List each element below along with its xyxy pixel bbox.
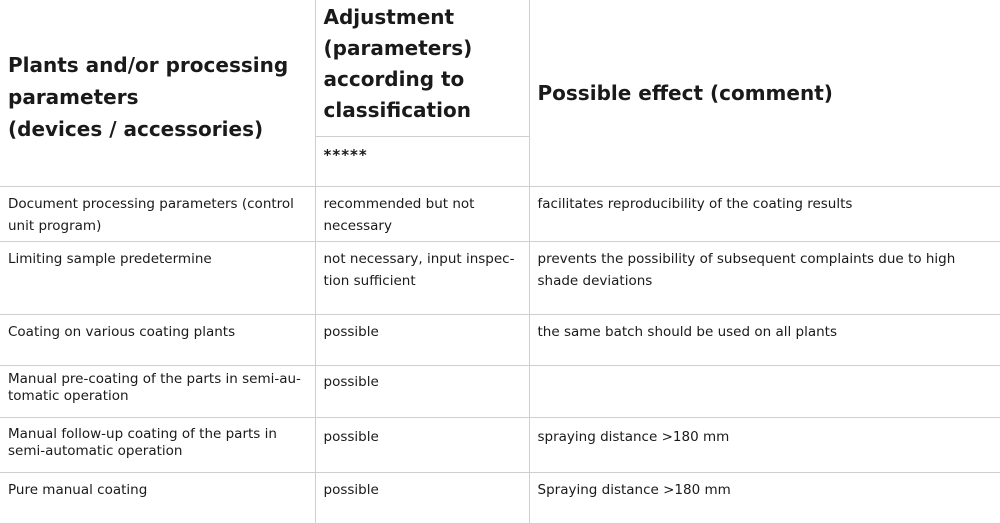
cell-parameter: Pure manual coating <box>0 473 315 524</box>
table-row <box>0 366 1000 418</box>
cell-parameter: Manual follow-up coating of the parts in semi-automatic operation <box>0 418 315 473</box>
cell-effect: facilitates reproducibility of the coating results <box>529 187 1000 242</box>
header-possible-effect: Possible effect (comment) <box>529 0 1000 187</box>
header-adjustment <box>315 0 529 136</box>
cell-effect: prevents the possibility of subsequent complaints due to high shade deviations <box>529 242 1000 315</box>
table-row <box>0 187 1000 242</box>
cell-effect: the same batch should be used on all plants <box>529 315 1000 366</box>
cell-adjustment: possible <box>315 418 529 473</box>
header-row <box>0 0 1000 136</box>
cell-adjustment: not necessary, input inspec-tion sufficient <box>315 242 529 315</box>
cell-effect <box>529 366 1000 418</box>
cell-parameter: Coating on various coating plants <box>0 315 315 366</box>
header-classification-stars: ***** <box>315 136 529 186</box>
cell-parameter: Manual pre-coating of the parts in semi-au-tomatic operation <box>0 366 315 418</box>
header-col2-line2: (parameters) <box>323 36 473 60</box>
cell-effect: spraying distance >180 mm <box>529 418 1000 473</box>
cell-adjustment: recommended but not necessary <box>315 187 529 242</box>
header-col1-line2: parameters <box>8 85 139 109</box>
cell-adjustment: possible <box>315 473 529 524</box>
header-col2-line1: Adjustment <box>323 5 455 29</box>
cell-parameter: Limiting sample predetermine <box>0 242 315 315</box>
header-plants-parameters <box>0 0 315 187</box>
table-row <box>0 473 1000 524</box>
table-row <box>0 315 1000 366</box>
cell-parameter: Document processing parameters (control unit program) <box>0 187 315 242</box>
header-col2-line3: according to <box>323 67 465 91</box>
header-col1-line1: Plants and/or processing <box>8 53 289 77</box>
table-row <box>0 242 1000 315</box>
cell-effect: Spraying distance >180 mm <box>529 473 1000 524</box>
header-col2-line4: classification <box>323 98 471 122</box>
table-row <box>0 418 1000 473</box>
cell-adjustment: possible <box>315 315 529 366</box>
cell-adjustment: possible <box>315 366 529 418</box>
header-col1-line3: (devices / accessories) <box>8 117 264 141</box>
